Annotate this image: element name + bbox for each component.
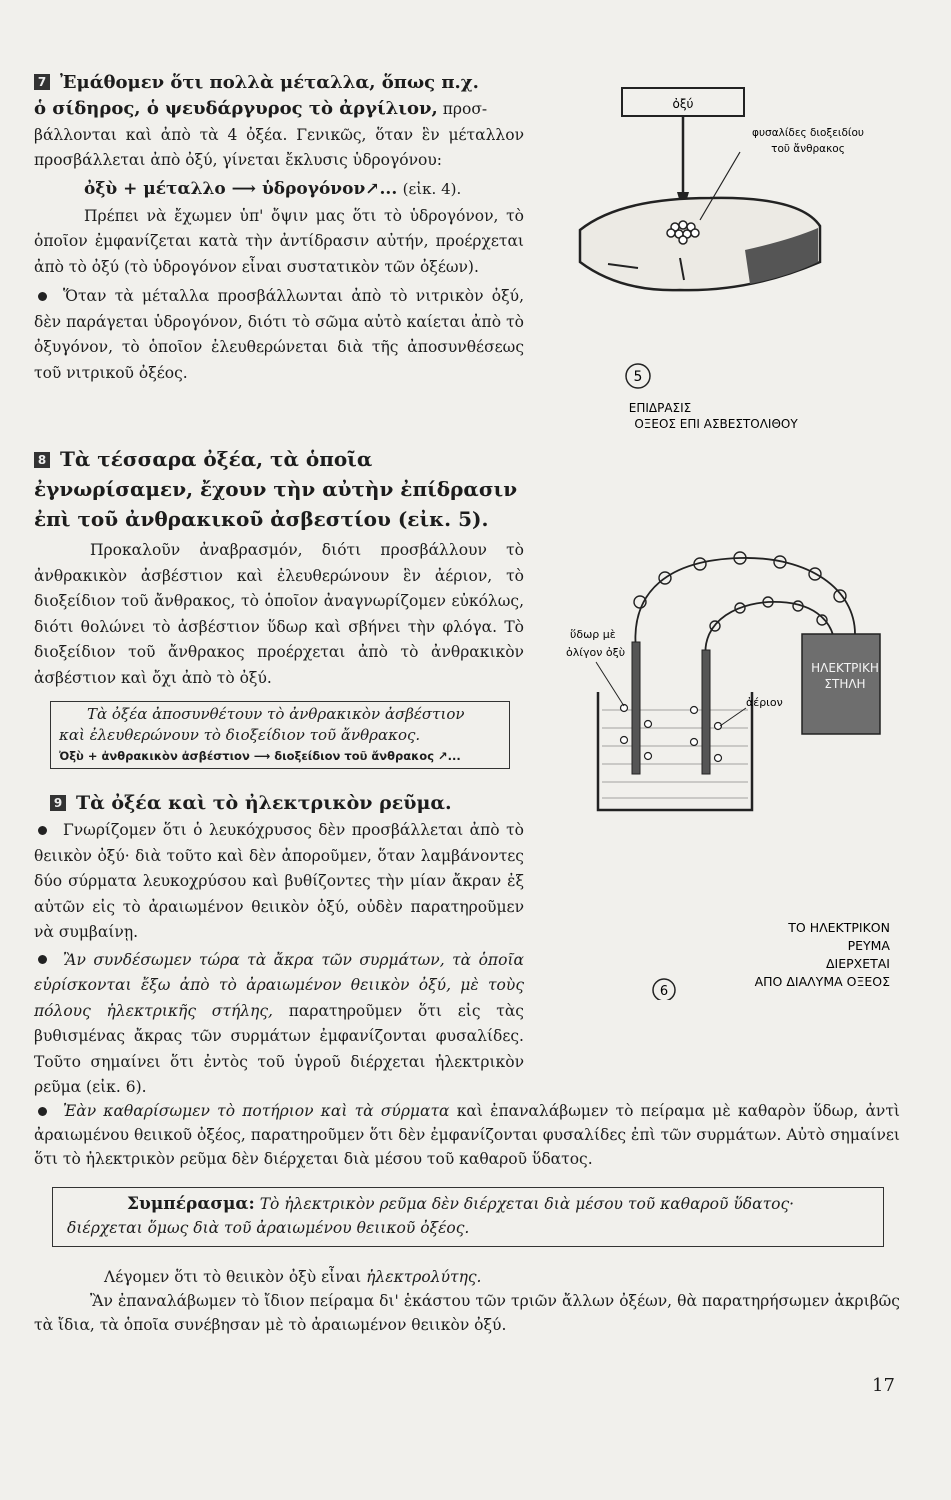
section-7-body2: Πρέπει νὰ ἔχωμεν ὑπ' ὄψιν μας ὅτι τὸ ὑδρογόνον, τὸ ὁποῖον ἐμφανίζεται κατὰ τὴν ἀντίδρασιν αὐτήν, προέρχεται ἀπὸ τὸ ὀξύ (τὸ ὑδρογόνον εἶναι συστατικὸν τῶν ὀξέων). [34, 206, 524, 276]
section-7-heading-line1: Ἐμάθομεν ὅτι πολλὰ μέταλλα, ὅπως π.χ. [60, 72, 479, 93]
section-9-heading: 9 Τὰ ὀξέα καὶ τὸ ἠλεκτρικὸν ρεῦμα. [34, 788, 524, 818]
bullet-icon [38, 292, 47, 301]
section-number-badge: 8 [34, 452, 50, 468]
figure-6-caption-2: ΡΕΥΜΑ [847, 938, 890, 953]
bubbles-label-2: τοῦ ἄνθρακος [771, 143, 845, 155]
bullet-icon [38, 1107, 47, 1116]
conclusion-text1: Τὸ ἠλεκτρικὸν ρεῦμα δὲν διέρχεται διὰ μέσου τοῦ καθαροῦ ὕδατος· [259, 1195, 795, 1213]
section-7-body1: βάλλονται καὶ ἀπὸ τὰ 4 ὀξέα. Γενικῶς, ὅταν ἓν μέταλλον προσβάλλεται ἀπὸ ὀξύ, γίνεται ἔκλυσις ὑδρογόνου: [34, 125, 524, 169]
acid-label: ὀξύ [672, 97, 694, 111]
figure-6-number: 6 [659, 984, 669, 999]
figure-6-electrolysis [540, 530, 900, 1000]
figure-5-caption-1: ΕΠΙΔΡΑΣΙΣ [628, 401, 692, 415]
gas-label: ἀέριον [746, 696, 783, 709]
electrode-right [702, 650, 710, 774]
bubbles-label-1: φυσαλίδες διοξειδίου [752, 127, 864, 139]
figure-6-caption-1: ΤΟ ΗΛΕΚΤΡΙΚΟΝ [788, 920, 890, 935]
water-label-2: ὀλίγον ὀξὺ [566, 646, 626, 659]
wire-coils-icon [634, 552, 846, 631]
figure-5-limestone [560, 80, 900, 430]
section-9 [34, 788, 524, 1101]
section-7-heading-line2: ὁ σίδηρος, ὁ ψευδάργυρος τὸ ἀργίλιον, προσ- [34, 98, 488, 119]
conclusion-text2: διέρχεται ὅμως διὰ τοῦ ἀραιωμένου θειικοῦ ὀξέος. [67, 1219, 470, 1237]
figure-6-caption-4: ΑΠΟ ΔΙΑΛΥΜΑ ΟΞΕΟΣ [754, 974, 890, 989]
section-8-body: Προκαλοῦν ἀναβρασμόν, διότι προσβάλλουν τὸ ἀνθρακικὸν ἀσβέστιον καὶ ἐλευθερώνουν ἓν ἀέριον, τὸ διοξείδιον τοῦ ἄνθρακος, τὸ ὁποῖον ἀναγνωρίζομεν εὐκόλως, διότι θολώνει τὸ ἀσβέστιον ὕδωρ καὶ σβήνει τὴν φλόγα. Τὸ διοξείδιον τοῦ ἄνθρακος προέρχεται ἀπὸ τὸ ἀνθρακικὸν ἀσβέστιον καὶ ὄχι ἀπὸ τὸ ὀξύ. [34, 541, 524, 687]
section-9-body1: Γνωρίζομεν ὅτι ὁ λευκόχρυσος δὲν προσβάλλεται ἀπὸ τὸ θειικὸν ὀξύ· διὰ τοῦτο καὶ δὲν ἀποροῦμεν, ὅταν λαμβάνοντες δύο σύρματα λευκοχρύσου καὶ βυθίζοντες τὴν μίαν ἄκραν ἐξ αὐτῶν εἰς τὸ ἀραιωμένον θειικὸν ὀξύ, οὐδὲν παρατηροῦμεν νὰ συμβαίνῃ. [34, 821, 524, 941]
section-8 [34, 444, 524, 691]
section-7-heading [34, 70, 524, 96]
summary-equation: Ὀξὺ + ἀνθρακικὸν ἀσβέστιον ⟶ διοξείδιον τοῦ ἄνθρακος ↗... [59, 749, 461, 763]
bullet-icon [38, 826, 47, 835]
summary-line2: καὶ ἐλευθερώνουν τὸ διοξείδιον τοῦ ἄνθρακος. [59, 726, 421, 744]
section-number-badge: 7 [34, 74, 50, 90]
battery-label-1: ΗΛΕΚΤΡΙΚΗ [811, 661, 879, 675]
bullet-icon [38, 955, 47, 964]
conclusion-box [52, 1187, 884, 1247]
section-8-heading: 8 Τὰ τέσσαρα ὀξέα, τὰ ὁποῖα ἐγνωρίσαμεν, ἔχουν τὴν αὐτὴν ἐπίδρασιν ἐπὶ τοῦ ἀνθρακικοῦ ἀσβεστίου (εἰκ. 5). [34, 447, 518, 531]
figure-6-caption-3: ΔΙΕΡΧΕΤΑΙ [825, 956, 890, 971]
conclusion-label: Συμπέρασμα: [127, 1194, 255, 1214]
section-number-badge: 9 [50, 795, 66, 811]
section-7-body3: Ὅταν τὰ μέταλλα προσβάλλωνται ἀπὸ τὸ νιτρικὸν ὀξύ, δὲν παράγεται ὑδρογόνον, διότι τὸ σῶμα αὐτὸ καίεται ἀπὸ τὸ ὀξυγόνον, τὸ ὁποῖον ἐλευθερώνεται διὰ τῆς ἀποσυνθέσεως τοῦ νιτρικοῦ ὀξέος. [34, 287, 524, 382]
section-9-body3: Ἐὰν καθαρίσωμεν τὸ ποτήριον καὶ τὰ σύρματα καὶ ἐπαναλάβωμεν τὸ πείραμα μὲ καθαρὸν ὕδωρ, ἀντὶ ἀραιωμένου θειικοῦ ὀξέος, παρατηροῦμεν ὅτι δὲν ἐμφανίζονται φυσαλίδες ἐπὶ τῶν συρμάτων. Αὐτὸ σημαίνει ὅτι τὸ ἠλεκτρικὸν ρεῦμα δὲν διέρχεται διὰ μέσου τοῦ καθαροῦ ὕδατος. [34, 1102, 900, 1168]
figure-5-number: 5 [633, 369, 643, 385]
page-number: 17 [872, 1375, 895, 1396]
section-7 [34, 70, 524, 386]
section-8-summary-box [50, 701, 510, 769]
section-7-equation: ὀξὺ + μέταλλο ⟶ ὑδρογόνον↗... (εἰκ. 4). [84, 178, 462, 199]
water-label-1: ὕδωρ μὲ [570, 628, 616, 641]
closing-paragraph: Λέγομεν ὅτι τὸ θειικὸν ὀξὺ εἶναι ἠλεκτρολύτης. Ἂν ἐπαναλάβωμεν τὸ ἴδιον πείραμα δι' ἑκάστου τῶν τριῶν ἄλλων ὀξέων, θὰ παρατηρήσωμεν ἀκριβῶς τὰ ἴδια, τὰ ὁποῖα συνέβησαν μὲ τὸ ἀραιωμένον θειικὸν ὀξύ. [34, 1268, 900, 1334]
summary-line1: Τὰ ὀξέα ἀποσυνθέτουν τὸ ἀνθρακικὸν ἀσβέστιον [87, 705, 465, 723]
battery-label-2: ΣΤΗΛΗ [824, 677, 866, 691]
liquid-icon [602, 710, 748, 798]
figure-5-caption-2: ΟΞΕΟΣ ΕΠΙ ΑΣΒΕΣΤΟΛΙΘΟΥ [634, 417, 798, 430]
section-9-body2: Ἂν συνδέσωμεν τώρα τὰ ἄκρα τῶν συρμάτων, τὰ ὁποῖα εὑρίσκονται ἔξω ἀπὸ τὸ ἀραιωμένον θειικὸν ὀξύ, μὲ τοὺς πόλους ἠλεκτρικῆς στήλης, παρατηροῦμεν ὅτι εἰς τὰς βυθισμένας ἄκρας τῶν συρμάτων ἐμφανίζονται φυσαλίδες. Τοῦτο σημαίνει ὅτι ἐντὸς τοῦ ὑγροῦ διέρχεται ἠλεκτρικὸν ρεῦμα (εἰκ. 6). [34, 950, 524, 1096]
electrode-left [632, 642, 640, 774]
